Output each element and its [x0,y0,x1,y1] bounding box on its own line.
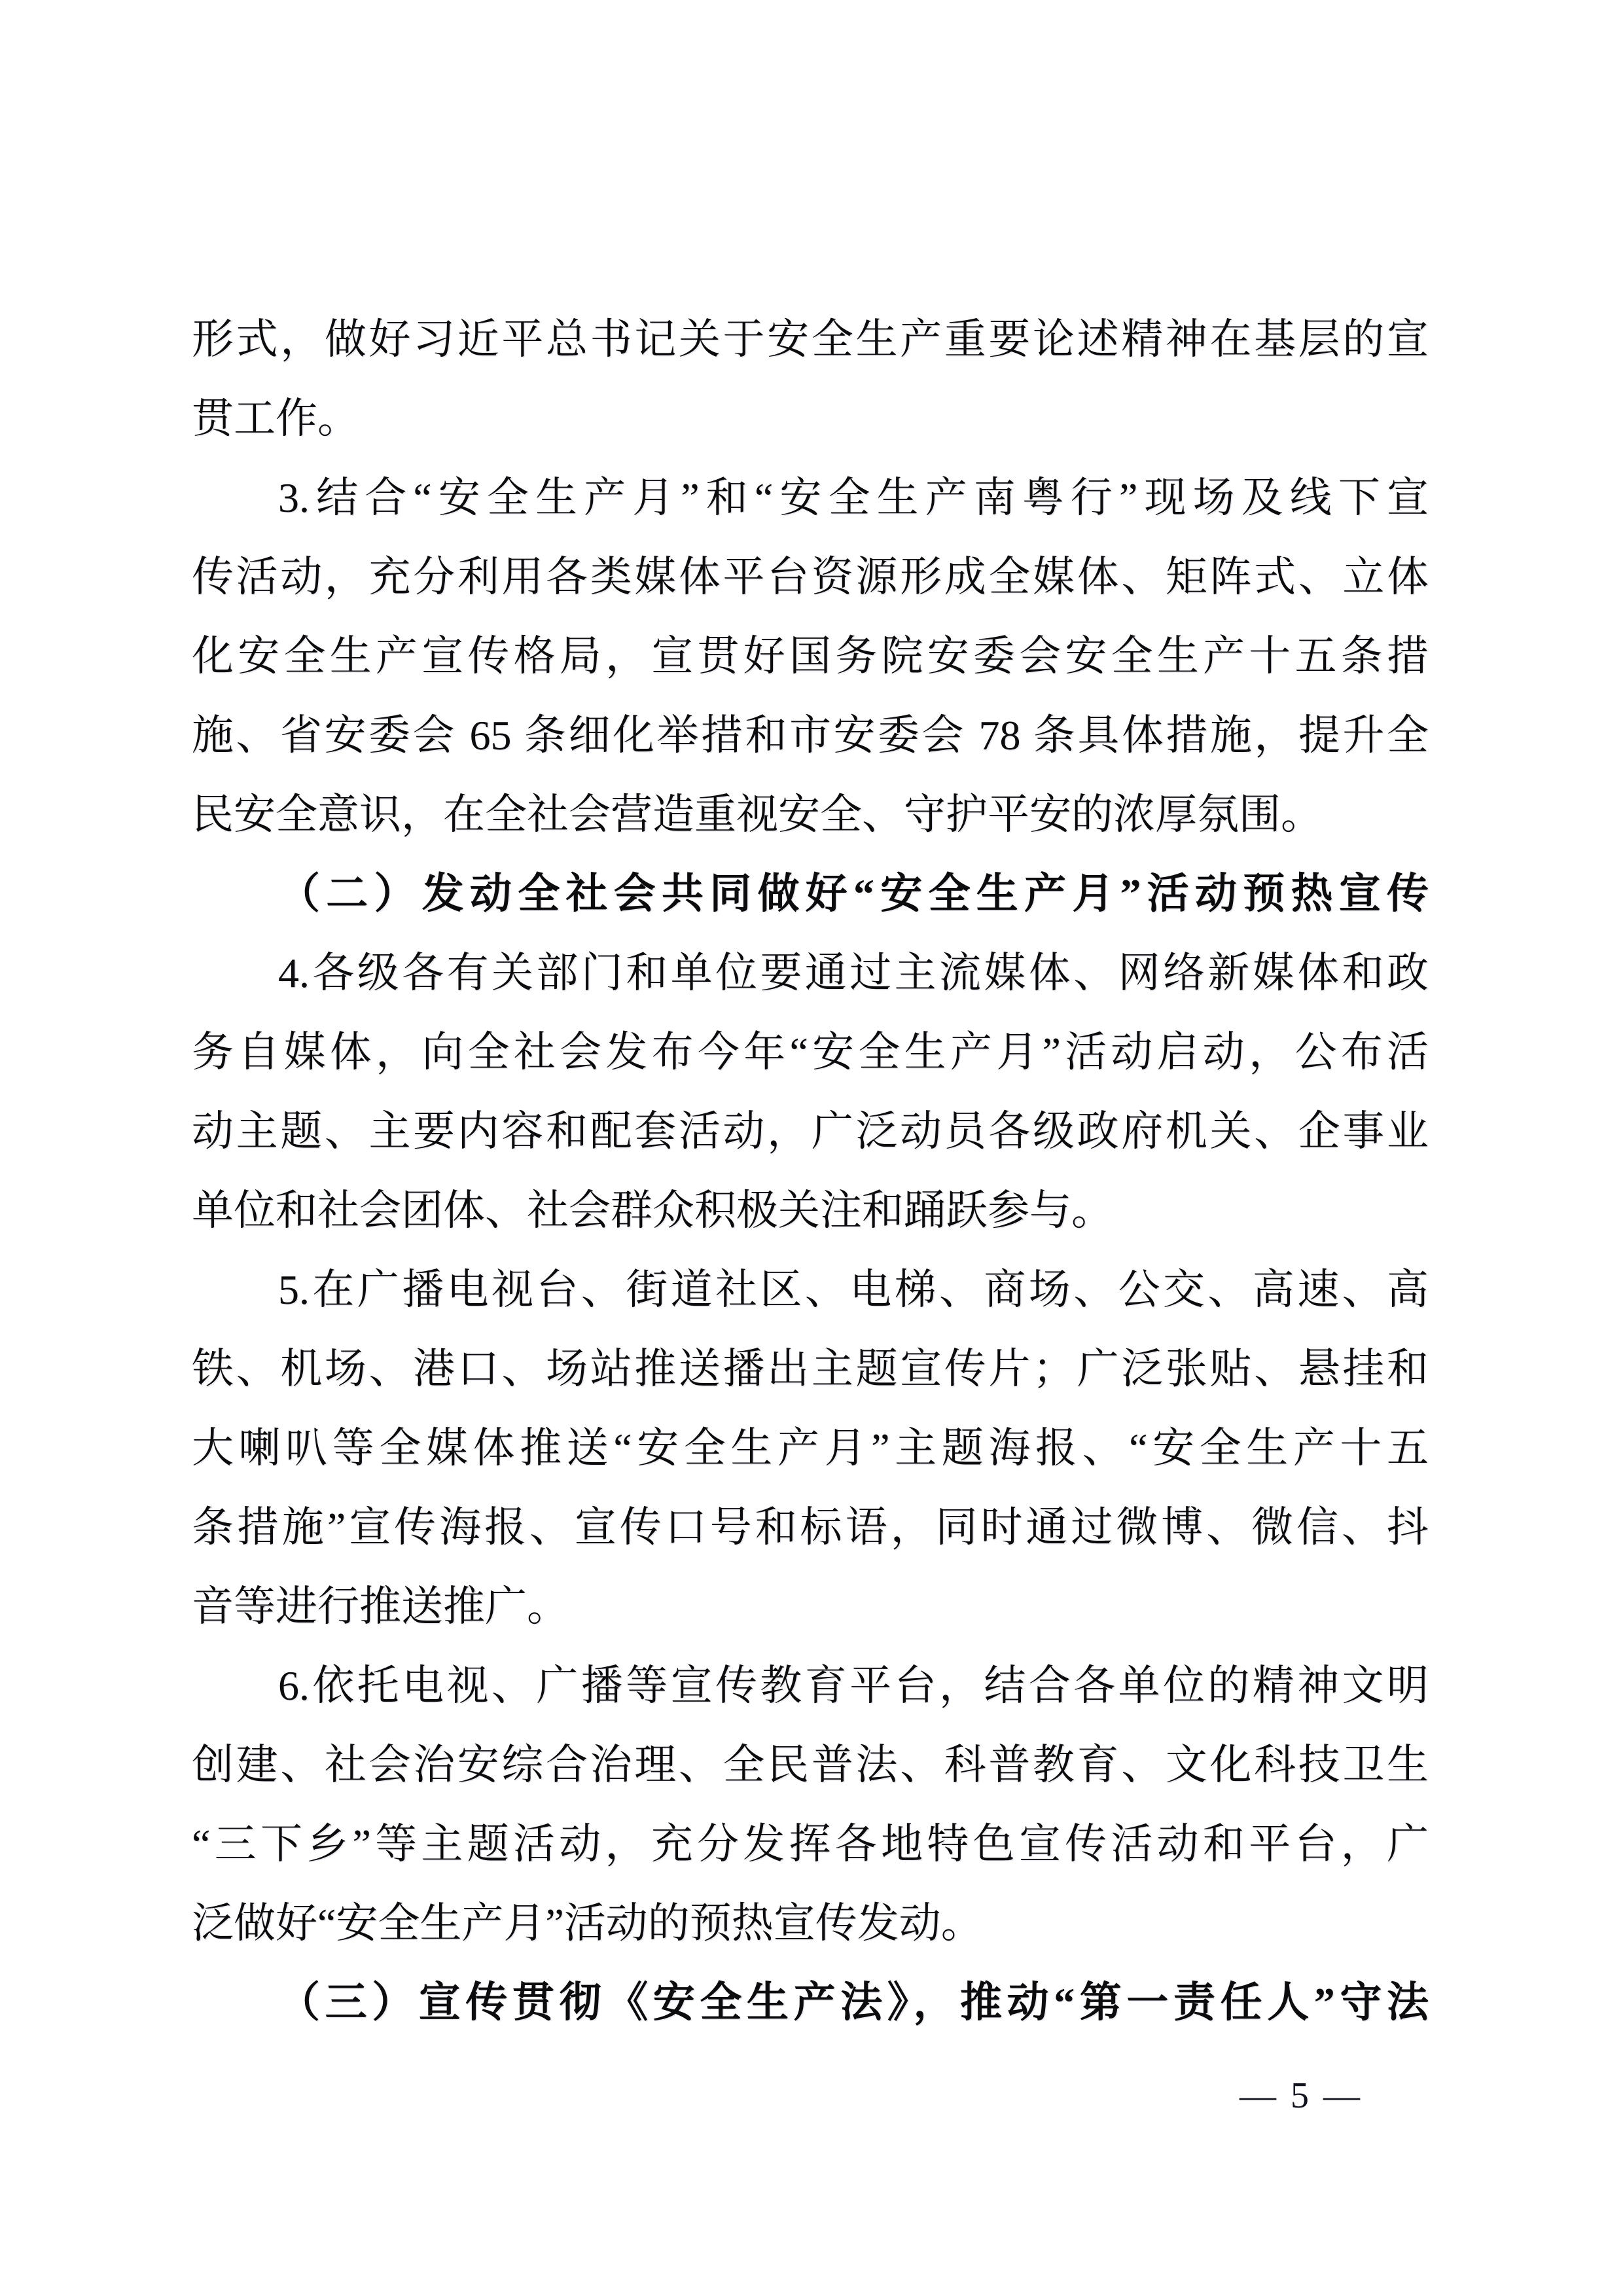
text-line: 6.依托电视、广播等宣传教育平台，结合各单位的精神文明 [278,1662,1429,1709]
text-line: 动主题、主要内容和配套活动，广泛动员各级政府机关、企事业 [192,1108,1429,1155]
text-line: 传活动，充分利用各类媒体平台资源形成全媒体、矩阵式、立体 [192,554,1429,600]
text-line: 3.结合“安全生产月”和“安全生产南粤行”现场及线下宣 [278,475,1429,521]
text-line: 5.在广播电视台、街道社区、电梯、商场、公交、高速、高 [278,1266,1429,1313]
text-line: 务自媒体，向全社会发布今年“安全生产月”活动启动，公布活 [192,1029,1429,1075]
text-line: 泛做好“安全生产月”活动的预热宣传发动。 [192,1900,983,1946]
text-line: 施、省安委会 65 条细化举措和市安委会 78 条具体措施，提升全 [192,712,1429,759]
text-line: 条措施”宣传海报、宣传口号和标语，同时通过微博、微信、抖 [192,1504,1429,1551]
section-heading-2: （二）发动全社会共同做好“安全生产月”活动预热宣传 [278,870,1429,917]
text-line: 音等进行推送推广。 [192,1583,569,1630]
text-line: “三下乡”等主题活动，充分发挥各地特色宣传活动和平台，广 [192,1821,1429,1867]
page-number: — 5 — [1240,2075,1363,2116]
text-line: 化安全生产宣传格局，宣贯好国务院安委会安全生产十五条措 [192,633,1429,679]
text-line: 大喇叭等全媒体推送“安全生产月”主题海报、“安全生产十五 [192,1425,1429,1471]
text-line: 4.各级各有关部门和单位要通过主流媒体、网络新媒体和政 [278,950,1429,996]
text-line: 创建、社会治安综合治理、全民普法、科普教育、文化科技卫生 [192,1742,1429,1788]
text-line: 民安全意识，在全社会营造重视安全、守护平安的浓厚氛围。 [192,791,1323,838]
text-line: 铁、机场、港口、场站推送播出主题宣传片；广泛张贴、悬挂和 [192,1346,1429,1392]
text-line: 形式，做好习近平总书记关于安全生产重要论述精神在基层的宣 [192,316,1429,363]
text-line: 单位和社会团体、社会群众积极关注和踊跃参与。 [192,1187,1113,1234]
document-body [192,300,1429,2042]
text-line: 贯工作。 [192,395,359,442]
section-heading-3: （三）宣传贯彻《安全生产法》，推动“第一责任人”守法 [278,1979,1429,2026]
